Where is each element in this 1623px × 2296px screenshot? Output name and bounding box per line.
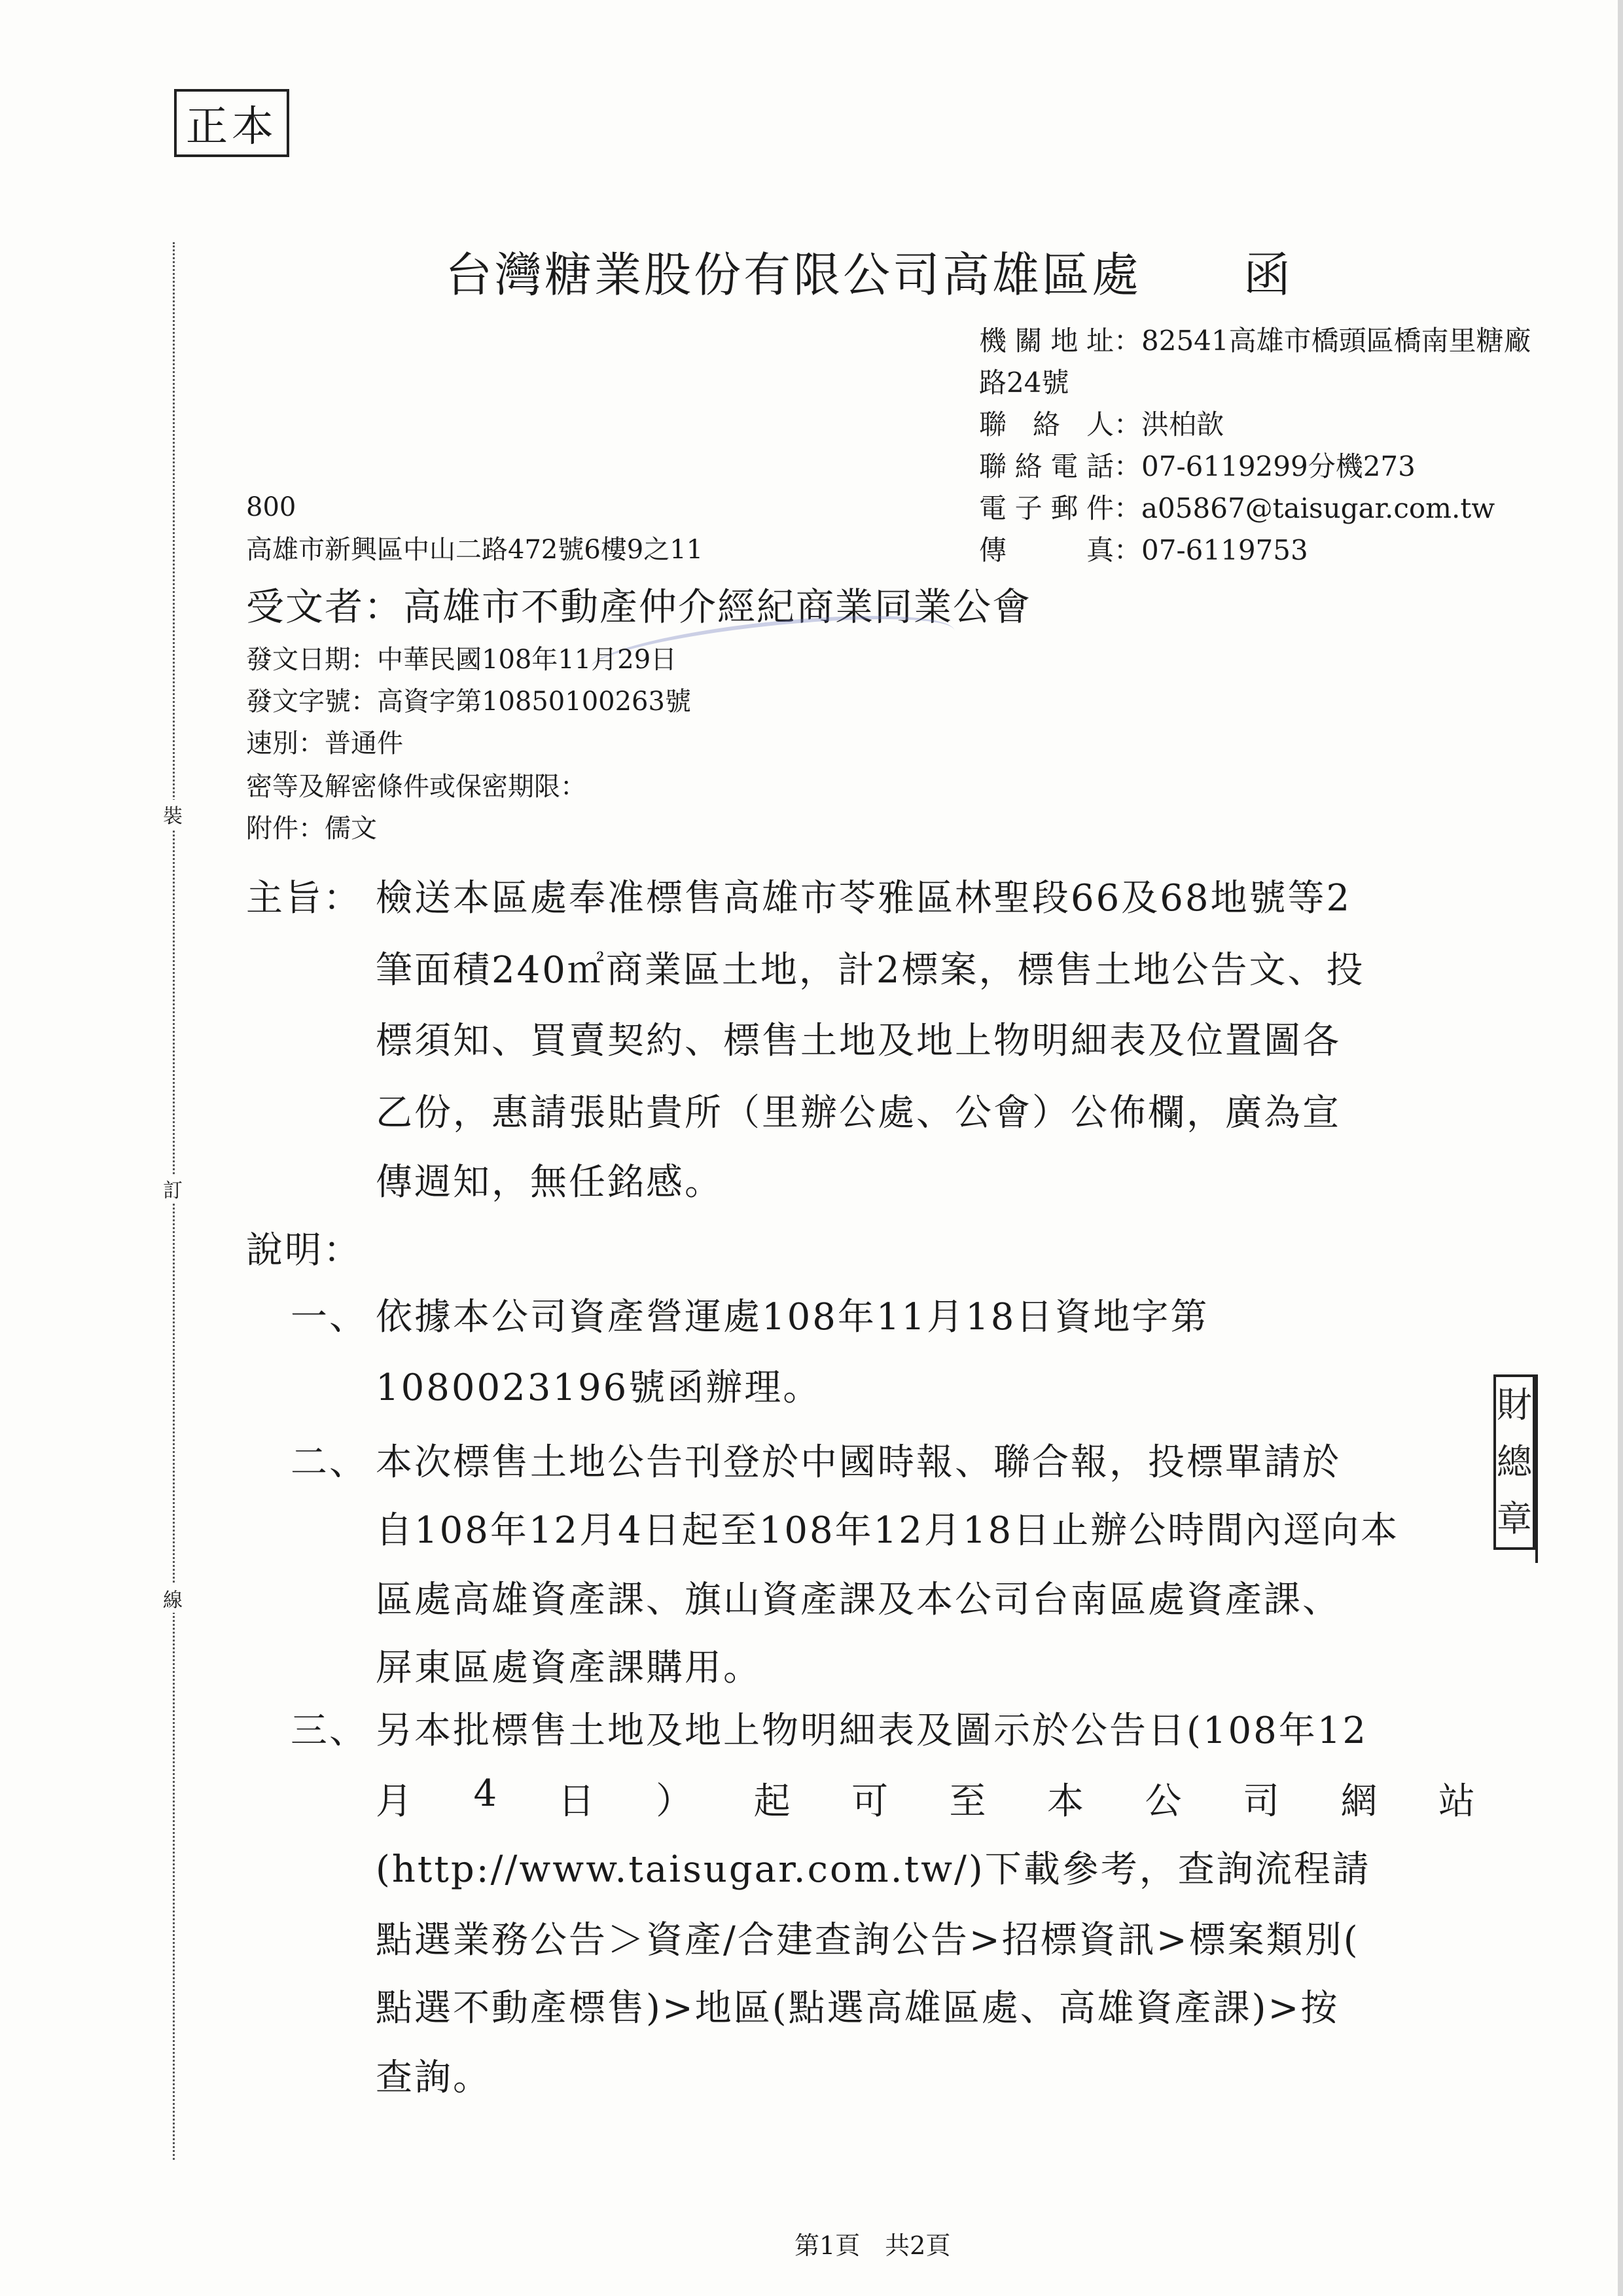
document-number: 發文字號：高資字第10850100263號: [246, 687, 691, 717]
binding-mark-zhuang: 裝: [160, 800, 186, 829]
item-marker-3: 三、: [291, 1710, 368, 1752]
recipient-address: 高雄市新興區中山二路472號6樓9之11: [246, 535, 704, 565]
item-3-line: 點選不動產標售)>地區(點選高雄區處、高雄資產課)>按: [376, 1987, 1340, 2030]
item-1-line: 1080023196號函辦理。: [376, 1367, 822, 1409]
sender-address-cont: 路24號: [979, 367, 1069, 399]
seal-edge: [1535, 1374, 1538, 1563]
recipient-postal-code: 800: [246, 492, 296, 522]
original-copy-stamp: 正本: [174, 89, 289, 157]
item-3-line: 另本批標售土地及地上物明細表及圖示於公告日(108年12: [376, 1710, 1368, 1752]
document-type-label: 函: [1243, 247, 1291, 302]
sender-email: 電子郵件：a05867@taisugar.com.tw: [979, 492, 1495, 524]
item-marker-1: 一、: [291, 1296, 368, 1338]
subject-line: 乙份，惠請張貼貴所（里辦公處、公會）公佈欄，廣為宣: [376, 1092, 1341, 1134]
item-3-line: (http://www.taisugar.com.tw/)下載參考，查詢流程請: [376, 1848, 1371, 1891]
item-3-line: 點選業務公告＞資產/合建查詢公告>招標資訊>標案類別(: [376, 1919, 1360, 1962]
subject-line: 標須知、買賣契約、標售土地及地上物明細表及位置圖各: [376, 1020, 1341, 1062]
item-3-justified-line: 月 4 日 ） 起 可 至 本 公 司 網 站: [376, 1772, 1475, 1823]
item-marker-2: 二、: [291, 1441, 368, 1484]
issue-date: 發文日期：中華民國108年11月29日: [246, 645, 677, 675]
item-3-line: 查詢。: [376, 2056, 491, 2099]
item-2-line: 屏東區處資產課購用。: [376, 1647, 762, 1689]
finance-seal-stamp: 財 總 章: [1493, 1374, 1535, 1550]
subject-line: 檢送本區處奉准標售高雄市苓雅區林聖段66及68地號等2: [376, 877, 1352, 920]
explanation-label: 說明：: [246, 1229, 362, 1272]
page-edge: [1618, 0, 1623, 2296]
item-2-line: 自108年12月4日起至108年12月18日止辦公時間內逕向本: [376, 1509, 1400, 1552]
recipient-line: 受文者：高雄市不動產仲介經紀商業同業公會: [246, 584, 1032, 629]
subject-line: 筆面積240㎡商業區土地，計2標案，標售土地公告文、投: [376, 949, 1365, 992]
document-title: 台灣糖業股份有限公司高雄區處: [445, 247, 1142, 302]
sender-address: 機關地址：82541高雄市橋頭區橋南里糖廠: [979, 325, 1531, 357]
item-2-line: 區處高雄資產課、旗山資產課及本公司台南區處資產課、: [376, 1579, 1341, 1621]
attachment-line: 附件：儒文: [246, 814, 377, 844]
page-footer: 第1頁 共2頁: [794, 2231, 951, 2260]
secrecy-level: 密等及解密條件或保密期限：: [246, 772, 586, 802]
sender-phone: 聯絡電話：07-6119299分機273: [979, 450, 1416, 482]
item-1-line: 依據本公司資產營運處108年11月18日資地字第: [376, 1296, 1209, 1338]
subject-line: 傳週知，無任銘感。: [376, 1161, 723, 1204]
sender-fax: 傳 真：07-6119753: [979, 534, 1308, 566]
delivery-speed: 速別：普通件: [246, 728, 403, 759]
binding-mark-ding: 訂: [160, 1174, 186, 1203]
binding-mark-xian: 線: [160, 1584, 186, 1613]
sender-contact: 聯 絡 人：洪柏歆: [979, 408, 1224, 440]
item-2-line: 本次標售土地公告刊登於中國時報、聯合報，投標單請於: [376, 1441, 1341, 1484]
subject-label: 主旨：: [246, 877, 362, 920]
